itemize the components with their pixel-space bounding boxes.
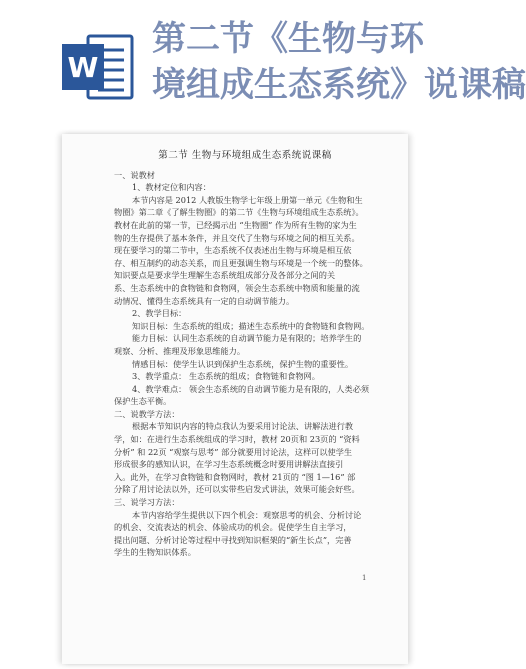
document-line: 动情况、懂得生态系统具有一定的自动调节能力。 — [114, 295, 295, 306]
document-line: 能力目标：认同生态系统的自动调节能力是有限的；培养学生的 — [132, 333, 362, 344]
document-line: 三、说学习方法： — [114, 497, 180, 508]
document-title: 第二节 生物与环境组成生态系统说课稿 — [158, 150, 332, 161]
document-line: 分除了用讨论法以外，还可以实带些启发式讲法，效果可能会好些。 — [114, 484, 360, 495]
header-banner — [0, 0, 526, 134]
word-document-icon — [58, 28, 136, 106]
document-line: 情感目标：使学生认识到保护生态系统，保护生物的重要性。 — [132, 358, 354, 369]
document-line: 学，如：在进行生态系统组成的学习时，教材 20页和 23页的 “资料 — [114, 434, 360, 445]
document-line: 1、教材定位和内容： — [132, 182, 211, 193]
title-line-1: 第二节《生物与环 — [152, 19, 424, 59]
document-line: 形成很多的感知认识，在学习生态系统概念时要用讲解法直接引 — [114, 459, 344, 470]
document-line: 物圈》第二章《了解生物圈》的第二节《生物与环境组成生态系统》。 — [114, 207, 364, 218]
page-title — [152, 16, 526, 108]
document-line: 4、教学难点： 领会生态系统的自动调节能力是有限的，人类必须 — [132, 383, 370, 394]
document-line: 观察、分析、推理及形象思维能力。 — [114, 345, 246, 356]
document-line: 系、生态系统中的食物链和食物网，领会生态系统中物质和能量的流 — [114, 282, 360, 293]
document-line: 知识要点是要求学生理解生态系统组成部分及各部分之间的关 — [114, 270, 336, 281]
document-line: 现在要学习的第二节中，生态系统不仅表述出生物与环境是相互依 — [114, 245, 352, 256]
page-number: 1 — [362, 574, 367, 582]
document-line: 二、说教学方法： — [114, 408, 180, 419]
document-page — [62, 134, 408, 664]
document-line: 学生的生物知识体系。 — [114, 547, 196, 558]
document-line: 本节内容是 2012 人教版生物学七年级上册第一单元《生物和生 — [132, 194, 363, 205]
svg-text:W: W — [67, 51, 99, 84]
document-line: 物的生存提供了基本条件，并且交代了生物与环境之间的相互关系。 — [114, 232, 360, 243]
document-line: 知识目标：生态系统的组成；描述生态系统中的食物链和食物网。 — [132, 320, 370, 331]
document-body — [114, 146, 376, 559]
document-line: 一、说教材 — [114, 169, 155, 180]
document-line: 存、相互制约的动态关系，而且更强调生物与环境是一个统一的整体。 — [114, 257, 368, 268]
document-lines — [114, 169, 376, 559]
document-line: 教材在此前的第一节，已经揭示出 “生物圈” 作为所有生物的家为生 — [114, 219, 357, 230]
document-line: 2、教学目标： — [132, 308, 187, 319]
document-line: 本节内容给学生提供以下四个机会：观察思考的机会、分析讨论 — [132, 509, 362, 520]
document-line: 的机会、交流表达的机会、体验成功的机会。促使学生自主学习， — [114, 522, 352, 533]
document-line: 根据本节知识内容的特点我认为要采用讨论法、讲解法进行教 — [132, 421, 354, 432]
document-line: 分析” 和 22页 “观察与思考” 部分就要用讨论法，这样可以使学生 — [114, 446, 353, 457]
title-line-2: 境组成生态系统》说课稿 — [152, 65, 526, 105]
document-line: 3、教学重点： 生态系统的组成；食物链和食物网。 — [132, 371, 320, 382]
document-line: 保护生态平衡。 — [114, 396, 172, 407]
document-line: 提出问题、分析讨论等过程中寻找到知识框架的“新生长点”，完善 — [114, 534, 352, 545]
document-line: 入。此外，在学习食物链和食物网时，教材 21页的 “图 1—16” 部 — [114, 471, 356, 482]
